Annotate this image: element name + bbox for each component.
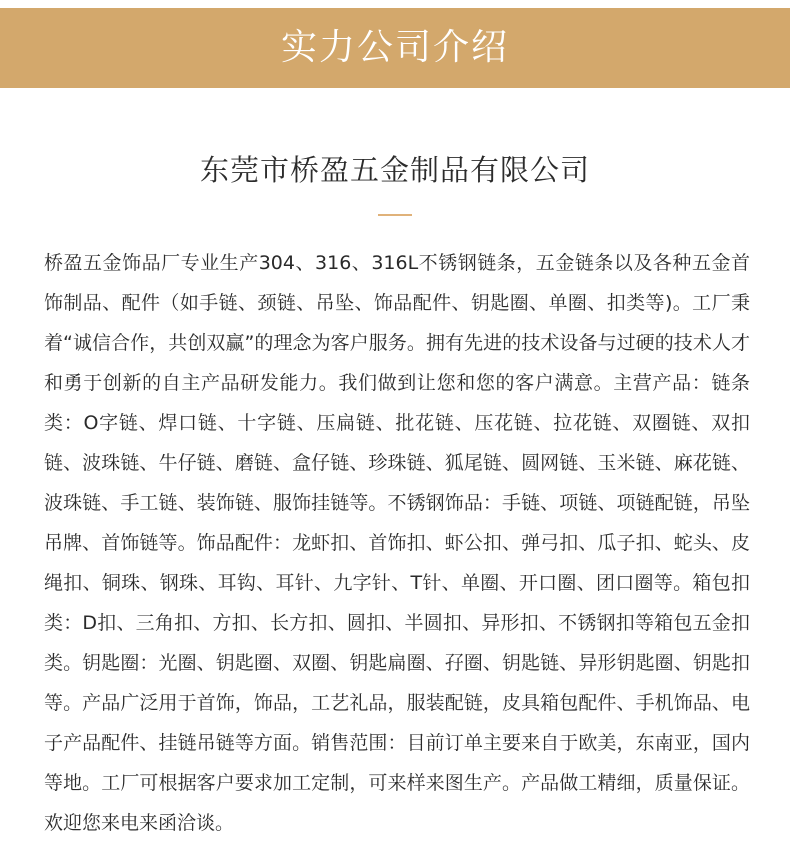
company-description: 桥盈五金饰品厂专业生产304、316、316L不锈钢链条，五金链条以及各种五金首饰制品、配件（如手链、颈链、吊坠、饰品配件、钥匙圈、单圈、扣类等)。工厂秉着“诚信合作，共创双赢”的理念为客户服务。拥有先进的技术设备与过硬的技术人才和勇于创新的自主产品研发能力。我们做到让您和您的客户满意。主营产品：链条类：O字链、焊口链、十字链、压扁链、批花链、压花链、拉花链、双圈链、双扣链、波珠链、牛仔链、磨链、盒仔链、珍珠链、狐尾链、圆网链、玉米链、麻花链、波珠链、手工链、装饰链、服饰挂链等。不锈钢饰品：手链、项链、项链配链，吊坠吊牌、首饰链等。饰品配件：龙虾扣、首饰扣、虾公扣、弹弓扣、瓜子扣、蛇头、皮绳扣、铜珠、钢珠、耳钩、耳针、九字针、T针、单圈、开口圈、团口圈等。箱包扣类：D扣、三角扣、方扣、长方扣、圆扣、半圆扣、异形扣、不锈钢扣等箱包五金扣类。钥匙圈：光圈、钥匙圈、双圈、钥匙扁圈、孖圈、钥匙链、异形钥匙圈、钥匙扣等。产品广泛用于首饰，饰品，工艺礼品，服装配链，皮具箱包配件、手机饰品、电子产品配件、挂链吊链等方面。销售范围：目前订单主要来自于欧美，东南亚，国内等地。工厂可根据客户要求加工定制，可来样来图生产。产品做工精细，质量保证。欢迎您来电来函洽谈。 [44,252,750,834]
title-divider [378,214,412,216]
company-name: 东莞市桥盈五金制品有限公司 [199,153,590,187]
banner-title: 实力公司介绍 [280,27,509,68]
header-banner [0,8,790,88]
